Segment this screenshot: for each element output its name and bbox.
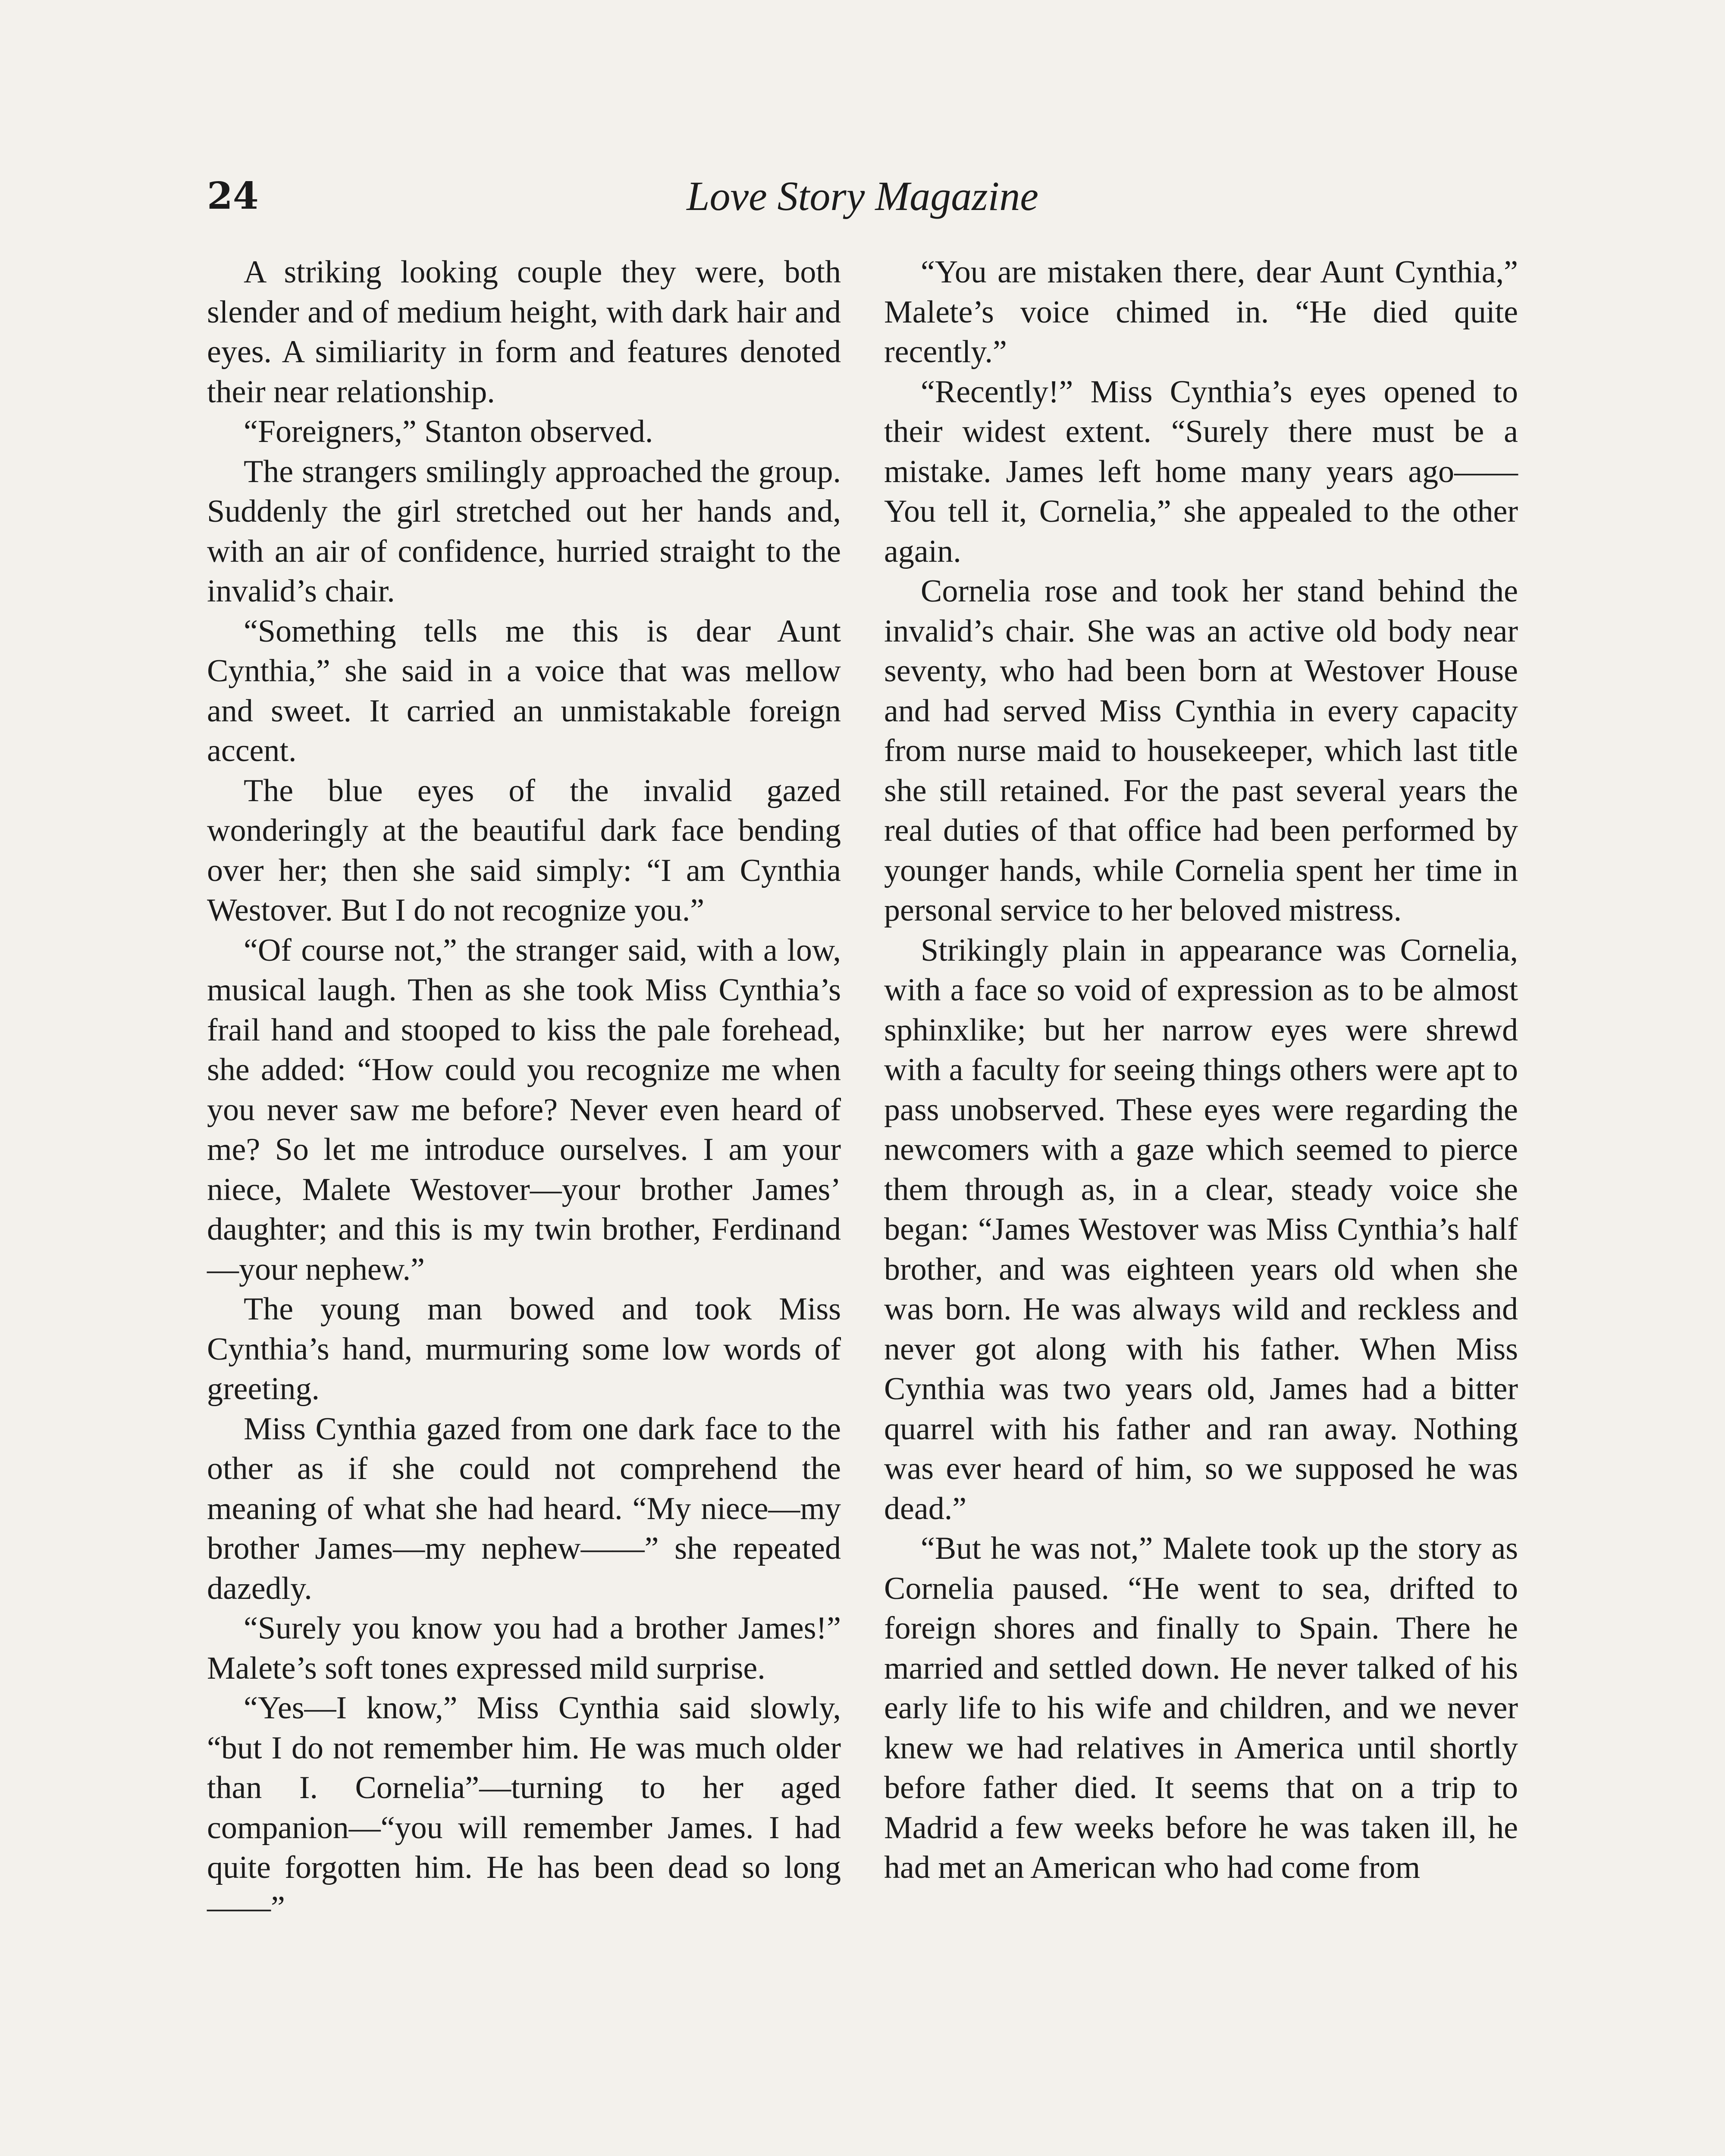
page-number: 24 bbox=[207, 174, 259, 218]
paragraph: “You are mistaken there, dear Aunt Cynthia,” Malete’s voice chimed in. “He died quite recently.” bbox=[884, 254, 1518, 370]
paragraph: A striking looking couple they were, both slender and of medium height, with dark hair and eyes. A similiarity in form and features denoted their near relationship. bbox=[207, 254, 841, 410]
paragraph: “Foreigners,” Stanton observed. bbox=[244, 414, 653, 449]
right-column bbox=[884, 252, 1518, 1888]
paragraph: The strangers smilingly approached the group. Suddenly the girl stretched out her hands and, with an air of confidence, hurried straight to the invalid’s chair. bbox=[207, 454, 841, 609]
paragraph: “Surely you know you had a brother James!” Malete’s soft tones expressed mild surprise. bbox=[207, 1611, 841, 1686]
paragraph: “Yes—I know,” Miss Cynthia said slowly, “but I do not remember him. He was much older than I. Cornelia”—turning to her aged companion—“you will remember James. I had quite forgotten him. He has been dead so long——” bbox=[207, 1690, 841, 1925]
paragraph: “Something tells me this is dear Aunt Cynthia,” she said in a voice that was mellow and sweet. It carried an unmistakable foreign accent. bbox=[207, 613, 841, 768]
running-title: Love Story Magazine bbox=[687, 173, 1038, 219]
paragraph: “Of course not,” the stranger said, with a low, musical laugh. Then as she took Miss Cynthia’s frail hand and stooped to kiss the pale forehead, she added: “How could you recognize me when you never saw me before? Never even heard of me? So let me introduce ourselves. I am your niece, Malete Westover—your brother James’ daughter; and this is my twin brother, Ferdinand—your nephew.” bbox=[207, 932, 841, 1287]
paragraph: Miss Cynthia gazed from one dark face to the other as if she could not comprehend the meaning of what she had heard. “My niece—my brother James—my nephew——” she repeated dazedly. bbox=[207, 1411, 841, 1606]
paragraph: “But he was not,” Malete took up the story as Cornelia paused. “He went to sea, drifted to foreign shores and finally to Spain. There he married and settled down. He never talked of his early life to his wife and children, and we never knew we had relatives in America until shortly before father died. It seems that on a trip to Madrid a few weeks before he was taken ill, he had met an American who had come from bbox=[884, 1531, 1518, 1885]
paragraph: Cornelia rose and took her stand behind the invalid’s chair. She was an active old body near seventy, who had been born at Westover House and had served Miss Cynthia in every capacity from nurse maid to housekeeper, which last title she still retained. For the past several years the real duties of that office had been performed by younger hands, while Cornelia spent her time in personal service to her beloved mistress. bbox=[884, 573, 1518, 928]
paragraph: The blue eyes of the invalid gazed wonderingly at the beautiful dark face bending over her; then she said simply: “I am Cynthia Westover. But I do not recognize you.” bbox=[207, 773, 841, 928]
paragraph: “Recently!” Miss Cynthia’s eyes opened to their widest extent. “Surely there must be a mistake. James left home many years ago—— You tell it, Cornelia,” she appealed to the other again. bbox=[884, 374, 1518, 569]
paragraph: The young man bowed and took Miss Cynthia’s hand, murmuring some low words of greeting. bbox=[207, 1291, 841, 1407]
paragraph: Strikingly plain in appearance was Cornelia, with a face so void of expression as to be almost sphinxlike; but her narrow eyes were shrewd with a faculty for seeing things others were apt to pass unobserved. These eyes were regarding the newcomers with a gaze which seemed to pierce them through as, in a clear, steady voice she began: “James Westover was Miss Cynthia’s half brother, and was eighteen years old when she was born. He was always wild and reckless and never got along with his father. When Miss Cynthia was two years old, James had a bitter quarrel with his father and ran away. Nothing was ever heard of him, so we supposed he was dead.” bbox=[884, 932, 1518, 1526]
page-header bbox=[207, 166, 1518, 226]
left-column bbox=[207, 252, 841, 1927]
